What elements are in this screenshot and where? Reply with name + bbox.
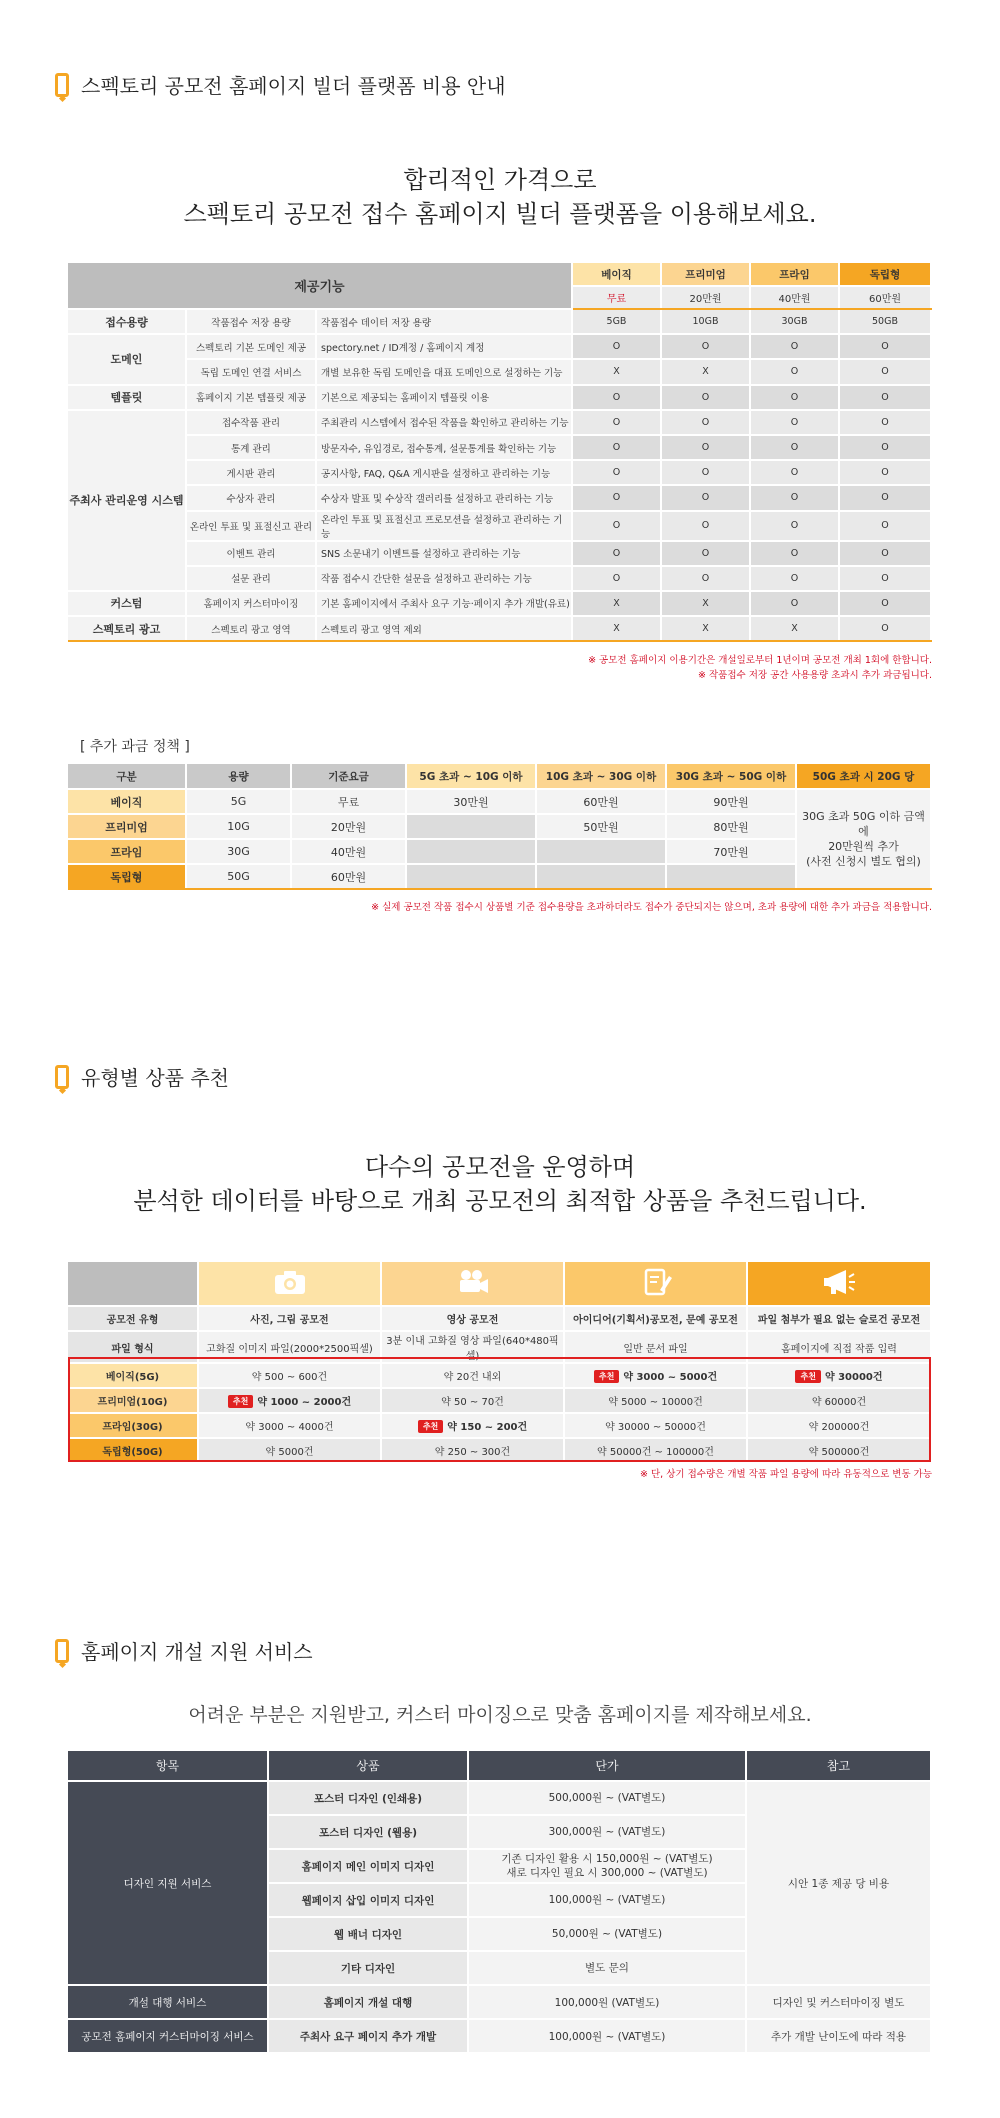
bookmark-icon <box>55 73 69 97</box>
table-row <box>68 1781 931 1815</box>
corner-cell <box>68 1262 198 1306</box>
desc-cell: spectory.net / ID계정 / 홈페이지 계정 <box>316 334 572 359</box>
headline-line2: 스펙토리 공모전 접수 홈페이지 빌더 플랫폼을 이용해보세요. <box>183 200 817 228</box>
note: ※ 공모전 홈페이지 이용기간은 개설일로부터 1년이며 공모전 개최 1회에 한합니다. <box>588 655 932 666</box>
value-cell: O <box>661 566 750 591</box>
value-cell: X <box>572 359 661 384</box>
document-pen-icon <box>639 1288 673 1299</box>
category-cell: 주최사 관리운영 시스템 <box>68 410 186 591</box>
count-text: 약 50000건 ~ 100000건 <box>597 1447 714 1458</box>
desc-cell: 개별 보유한 독립 도메인을 대표 도메인으로 설정하는 기능 <box>316 359 572 384</box>
value-cell: O <box>661 511 750 541</box>
section-subtitle: 어려운 부분은 지원받고, 커스터 마이징으로 맞춤 홈페이지를 제작해보세요. <box>188 1704 812 1726</box>
value-cell: O <box>839 541 931 566</box>
category-cell: 개설 대행 서비스 <box>68 1985 268 2019</box>
note-cell: 추가 개발 난이도에 따라 적용 <box>746 2019 931 2053</box>
count-text: 약 1000 ~ 2000건 <box>257 1396 352 1408</box>
capacity-cell: 50G <box>186 864 291 889</box>
value-cell: O <box>661 485 750 510</box>
table-row <box>68 511 931 541</box>
recommend-tag: 추천 <box>418 1420 443 1433</box>
note-cell: 디자인 및 커스터마이징 별도 <box>746 1985 931 2019</box>
value-cell: O <box>750 435 839 460</box>
value-cell: O <box>572 410 661 435</box>
plan-name: 독립형 <box>839 263 931 286</box>
feature-header: 제공기능 <box>68 263 572 309</box>
row-label: 파일 형식 <box>68 1331 198 1363</box>
over-50g-cell <box>796 789 931 889</box>
feature-cell: 독립 도메인 연결 서비스 <box>186 359 316 384</box>
value-cell: O <box>572 511 661 541</box>
charge-cell: 80만원 <box>666 814 796 839</box>
headline-line1: 합리적인 가격으로 <box>403 166 597 194</box>
charge-cell: 50만원 <box>536 814 666 839</box>
charge-cell <box>406 814 536 839</box>
value-cell: O <box>572 566 661 591</box>
recommend-tag: 추천 <box>795 1370 820 1383</box>
feature-cell: 스펙토리 기본 도메인 제공 <box>186 334 316 359</box>
section-header <box>55 1062 229 1091</box>
count-text: 약 500000건 <box>808 1447 870 1458</box>
desc-cell: 방문자수, 유입경로, 접수통계, 설문통계를 확인하는 기능 <box>316 435 572 460</box>
count-text: 약 5000 ~ 10000건 <box>608 1397 703 1408</box>
bookmark-icon <box>55 1639 69 1663</box>
recommend-note: ※ 단, 상기 접수량은 개별 작품 파일 용량에 따라 유동적으로 변동 가능 <box>640 1469 932 1480</box>
item-cell: 포스터 디자인 (인쇄용) <box>268 1781 468 1815</box>
table-row <box>68 309 931 334</box>
video-camera-icon <box>456 1288 490 1299</box>
base-price-cell: 무료 <box>291 789 406 814</box>
feature-cell: 수상자 관리 <box>186 485 316 510</box>
price-cell: 100,000원 ~ (VAT별도) <box>468 2019 746 2053</box>
price-cell <box>468 1883 746 1917</box>
section-title: 홈페이지 개설 지원 서비스 <box>81 1640 313 1664</box>
value-cell: O <box>750 410 839 435</box>
value-cell: O <box>839 334 931 359</box>
value-cell: O <box>839 566 931 591</box>
price-text: 100,000원 ~ (VAT별도) <box>548 1894 666 1906</box>
column-header: 10G 초과 ~ 30G 이하 <box>536 764 666 789</box>
desc-cell: 기본 홈페이지에서 주최사 요구 기능·페이지 추가 개발(유료) <box>316 591 572 616</box>
charge-cell <box>666 864 796 889</box>
note: ※ 작품접수 저장 공간 사용용량 초과시 추가 과금됩니다. <box>697 670 932 681</box>
charge-cell: 30만원 <box>406 789 536 814</box>
column-header: 50G 초과 시 20G 당 <box>796 764 931 789</box>
plan-price: 40만원 <box>750 286 839 309</box>
value-cell: O <box>750 591 839 616</box>
charge-cell: 70만원 <box>666 839 796 864</box>
over-50g-text: 30G 초과 50G 이하 금액에 <box>802 810 925 838</box>
value-cell: X <box>661 359 750 384</box>
charge-cell: 90만원 <box>666 789 796 814</box>
type-icon-cell <box>564 1262 747 1306</box>
column-header: 30G 초과 ~ 50G 이하 <box>666 764 796 789</box>
desc-cell: 작품 접수시 간단한 설문을 설정하고 관리하는 기능 <box>316 566 572 591</box>
item-cell: 홈페이지 메인 이미지 디자인 <box>268 1849 468 1883</box>
table-row <box>68 334 931 359</box>
feature-cell: 게시판 관리 <box>186 460 316 485</box>
item-cell: 웹페이지 삽입 이미지 디자인 <box>268 1883 468 1917</box>
value-cell: O <box>572 460 661 485</box>
over-50g-text: (사전 신청시 별도 협의) <box>806 855 921 868</box>
charge-cell <box>406 864 536 889</box>
column-header: 5G 초과 ~ 10G 이하 <box>406 764 536 789</box>
column-header: 상품 <box>268 1751 468 1781</box>
megaphone-icon <box>822 1288 856 1299</box>
value-cell: O <box>750 359 839 384</box>
category-cell: 공모전 홈페이지 커스터마이징 서비스 <box>68 2019 268 2053</box>
file-cell: 일반 문서 파일 <box>564 1331 747 1363</box>
category-cell: 스펙토리 광고 <box>68 616 186 641</box>
recommend-tag: 추천 <box>594 1370 619 1383</box>
price-cell <box>468 1815 746 1849</box>
value-cell: X <box>572 616 661 641</box>
table-row <box>68 435 931 460</box>
table-row <box>68 616 931 641</box>
price-cell <box>468 1849 746 1883</box>
value-cell: O <box>572 435 661 460</box>
headline-line1: 다수의 공모전을 운영하며 <box>364 1153 636 1181</box>
value-cell: O <box>661 410 750 435</box>
value-cell: O <box>572 385 661 410</box>
count-text: 약 3000 ~ 4000건 <box>245 1422 334 1433</box>
table-row <box>68 485 931 510</box>
table-row <box>68 2019 931 2053</box>
count-text: 약 150 ~ 200건 <box>447 1421 528 1433</box>
item-cell: 홈페이지 개설 대행 <box>268 1985 468 2019</box>
feature-cell: 홈페이지 기본 템플릿 제공 <box>186 385 316 410</box>
plan-name: 베이직(5G) <box>68 1363 198 1388</box>
price-cell <box>468 1781 746 1815</box>
plan-name: 프라임(30G) <box>68 1413 198 1438</box>
desc-cell: 주최관리 시스템에서 접수된 작품을 확인하고 관리하는 기능 <box>316 410 572 435</box>
table-row <box>68 1985 931 2019</box>
value-cell: X <box>661 616 750 641</box>
plan-price: 무료 <box>572 286 661 309</box>
count-text: 약 3000 ~ 5000건 <box>623 1371 718 1383</box>
value-cell: X <box>750 616 839 641</box>
table-row <box>68 460 931 485</box>
plan-name: 프라임 <box>68 839 186 864</box>
plan-price: 60만원 <box>839 286 931 309</box>
camera-icon <box>273 1288 307 1299</box>
value-cell: O <box>750 385 839 410</box>
type-cell: 파일 첨부가 필요 없는 슬로건 공모전 <box>747 1306 931 1331</box>
charge-cell <box>536 864 666 889</box>
price-text: 새로 디자인 필요 시 300,000 ~ (VAT별도) <box>506 1867 708 1879</box>
type-icon-cell <box>747 1262 931 1306</box>
value-cell: O <box>572 541 661 566</box>
plan-name: 프리미엄(10G) <box>68 1388 198 1413</box>
count-text: 약 60000건 <box>811 1397 867 1408</box>
charge-cell: 60만원 <box>536 789 666 814</box>
section-header <box>55 1636 313 1665</box>
value-cell: O <box>750 334 839 359</box>
value-cell: O <box>839 460 931 485</box>
price-text: 300,000원 ~ (VAT별도) <box>548 1826 666 1838</box>
value-cell: X <box>661 591 750 616</box>
price-cell <box>468 1951 746 1985</box>
feature-cell: 통계 관리 <box>186 435 316 460</box>
item-cell: 주최사 요구 페이지 추가 개발 <box>268 2019 468 2053</box>
value-cell: O <box>839 435 931 460</box>
type-icon-cell <box>381 1262 564 1306</box>
value-cell: O <box>750 460 839 485</box>
count-text: 약 50 ~ 70건 <box>441 1397 504 1408</box>
pricing-notes <box>588 653 932 683</box>
section-title: 유형별 상품 추천 <box>81 1066 229 1090</box>
value-cell: O <box>750 541 839 566</box>
headline <box>0 163 1000 231</box>
price-cell <box>468 1917 746 1951</box>
recommend-tag: 추천 <box>228 1395 253 1408</box>
value-cell: O <box>750 511 839 541</box>
type-cell: 사진, 그림 공모전 <box>198 1306 381 1331</box>
headline <box>0 1150 1000 1218</box>
count-text: 약 30000건 <box>824 1371 883 1383</box>
item-cell: 웹 배너 디자인 <box>268 1917 468 1951</box>
price-cell: 100,000원 (VAT별도) <box>468 1985 746 2019</box>
table-row <box>68 1306 931 1331</box>
value-cell: O <box>839 591 931 616</box>
column-header: 항목 <box>68 1751 268 1781</box>
bookmark-icon <box>55 1065 69 1089</box>
desc-cell: 스펙토리 광고 영역 제외 <box>316 616 572 641</box>
base-price-cell: 40만원 <box>291 839 406 864</box>
plan-name: 독립형(50G) <box>68 1438 198 1463</box>
table-row <box>68 566 931 591</box>
count-text: 약 200000건 <box>808 1422 870 1433</box>
note-cell: 시안 1종 제공 당 비용 <box>746 1781 931 1985</box>
value-cell: O <box>572 485 661 510</box>
table-row <box>68 359 931 384</box>
value-cell: 50GB <box>839 309 931 334</box>
value-cell: 5GB <box>572 309 661 334</box>
plan-name: 프리미엄 <box>661 263 750 286</box>
feature-cell: 홈페이지 커스터마이징 <box>186 591 316 616</box>
count-text: 약 20건 내외 <box>443 1372 502 1383</box>
capacity-cell: 10G <box>186 814 291 839</box>
base-price-cell: 60만원 <box>291 864 406 889</box>
category-cell: 템플릿 <box>68 385 186 410</box>
capacity-cell: 30G <box>186 839 291 864</box>
plan-name: 프라임 <box>750 263 839 286</box>
plan-name: 프리미엄 <box>68 814 186 839</box>
price-text: 별도 문의 <box>585 1962 629 1974</box>
section-header <box>55 70 506 99</box>
value-cell: O <box>839 410 931 435</box>
desc-cell: 공지사항, FAQ, Q&A 게시판을 설정하고 관리하는 기능 <box>316 460 572 485</box>
table-row <box>68 263 931 286</box>
over-50g-text: 20만원씩 추가 <box>828 840 899 853</box>
row-label: 공모전 유형 <box>68 1306 198 1331</box>
table-row <box>68 591 931 616</box>
category-cell: 접수용량 <box>68 309 186 334</box>
feature-cell: 이벤트 관리 <box>186 541 316 566</box>
price-text: 기존 디자인 활용 시 150,000원 ~ (VAT별도) <box>501 1853 713 1865</box>
count-text: 약 500 ~ 600건 <box>251 1372 328 1383</box>
extra-title: [ 추가 과금 정책 ] <box>80 739 190 755</box>
feature-cell: 온라인 투표 및 표절신고 관리 <box>186 511 316 541</box>
value-cell: O <box>839 511 931 541</box>
desc-cell: SNS 소문내기 이벤트를 설정하고 관리하는 기능 <box>316 541 572 566</box>
plan-name: 독립형 <box>68 864 186 889</box>
value-cell: 10GB <box>661 309 750 334</box>
charge-cell <box>406 839 536 864</box>
type-icon-cell <box>198 1262 381 1306</box>
column-header: 기준요금 <box>291 764 406 789</box>
value-cell: O <box>839 385 931 410</box>
value-cell: O <box>661 385 750 410</box>
value-cell: O <box>661 435 750 460</box>
extra-note: ※ 실제 공모전 작품 접수시 상품별 기준 접수용량을 초과하더라도 접수가 중단되지는 않으며, 초과 용량에 대한 추가 과금을 적용합니다. <box>371 902 932 913</box>
item-cell: 포스터 디자인 (웹용) <box>268 1815 468 1849</box>
item-cell: 기타 디자인 <box>268 1951 468 1985</box>
value-cell: O <box>661 541 750 566</box>
feature-cell: 작품접수 저장 용량 <box>186 309 316 334</box>
value-cell: O <box>572 334 661 359</box>
section-title: 스펙토리 공모전 홈페이지 빌더 플랫폼 비용 안내 <box>81 74 506 98</box>
category-cell: 커스텀 <box>68 591 186 616</box>
desc-cell: 온라인 투표 및 표절신고 프로모션을 설정하고 관리하는 기능 <box>316 511 572 541</box>
value-cell: O <box>750 566 839 591</box>
value-cell: O <box>839 616 931 641</box>
count-text: 약 5000건 <box>265 1447 314 1458</box>
value-cell: O <box>839 485 931 510</box>
table-row <box>68 541 931 566</box>
column-header: 구분 <box>68 764 186 789</box>
table-row <box>68 1751 931 1781</box>
type-cell: 아이디어(기획서)공모전, 문예 공모전 <box>564 1306 747 1331</box>
table-row <box>68 764 931 789</box>
table-row <box>68 789 931 814</box>
value-cell: O <box>750 485 839 510</box>
value-cell: X <box>572 591 661 616</box>
value-cell: O <box>661 460 750 485</box>
price-text: 500,000원 ~ (VAT별도) <box>548 1792 666 1804</box>
plan-name: 베이직 <box>68 789 186 814</box>
feature-cell: 접수작품 관리 <box>186 410 316 435</box>
value-cell: 30GB <box>750 309 839 334</box>
charge-cell <box>536 839 666 864</box>
count-text: 약 30000 ~ 50000건 <box>605 1422 706 1433</box>
plan-name: 베이직 <box>572 263 661 286</box>
type-cell: 영상 공모전 <box>381 1306 564 1331</box>
capacity-cell: 5G <box>186 789 291 814</box>
feature-cell: 설문 관리 <box>186 566 316 591</box>
value-cell: O <box>661 334 750 359</box>
feature-cell: 스펙토리 광고 영역 <box>186 616 316 641</box>
table-row <box>68 385 931 410</box>
base-price-cell: 20만원 <box>291 814 406 839</box>
category-cell: 도메인 <box>68 334 186 384</box>
category-cell: 디자인 지원 서비스 <box>68 1781 268 1985</box>
headline-line2: 분석한 데이터를 바탕으로 개최 공모전의 최적합 상품을 추천드립니다. <box>133 1187 867 1215</box>
file-cell: 3분 이내 고화질 영상 파일(640*480픽셀) <box>381 1331 564 1363</box>
column-header: 단가 <box>468 1751 746 1781</box>
count-text: 약 250 ~ 300건 <box>434 1447 511 1458</box>
desc-cell: 작품접수 데이터 저장 용량 <box>316 309 572 334</box>
extra-charge-table <box>68 764 932 890</box>
file-cell: 고화질 이미지 파일(2000*2500픽셀) <box>198 1331 381 1363</box>
file-cell: 홈페이지에 직접 작품 입력 <box>747 1331 931 1363</box>
desc-cell: 기본으로 제공되는 홈페이지 템플릿 이용 <box>316 385 572 410</box>
pricing-table <box>68 263 932 642</box>
table-row <box>68 410 931 435</box>
plan-price: 20만원 <box>661 286 750 309</box>
price-text: 50,000원 ~ (VAT별도) <box>551 1928 663 1940</box>
table-row <box>68 1262 931 1306</box>
value-cell: O <box>839 359 931 384</box>
column-header: 참고 <box>746 1751 931 1781</box>
services-table <box>68 1751 932 2054</box>
desc-cell: 수상자 발표 및 수상작 갤러리를 설정하고 관리하는 기능 <box>316 485 572 510</box>
column-header: 용량 <box>186 764 291 789</box>
recommend-highlight-box <box>68 1357 931 1462</box>
